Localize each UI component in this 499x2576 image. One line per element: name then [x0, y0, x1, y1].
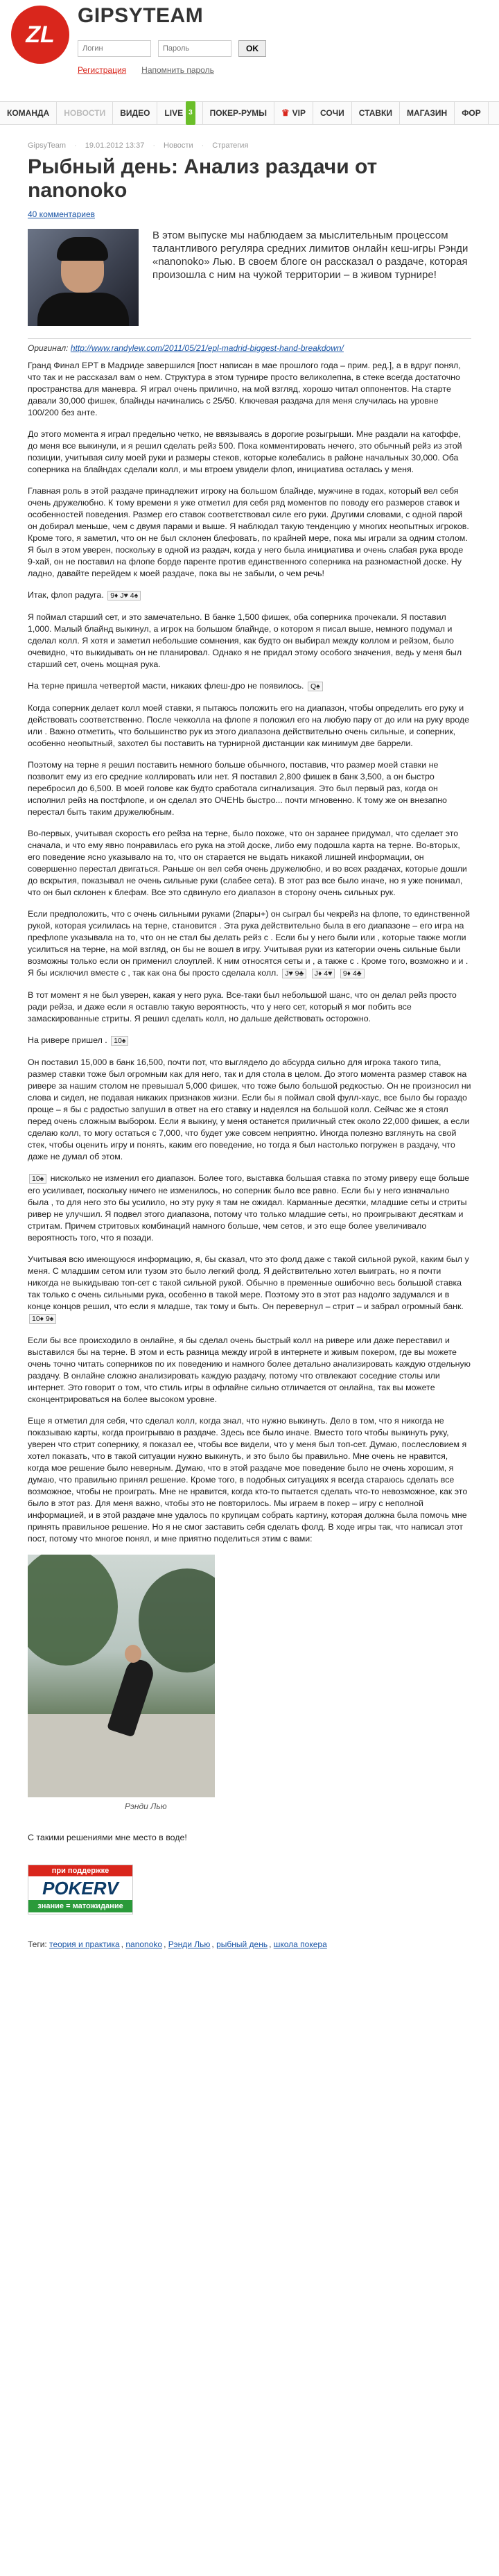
paragraph-text: На ривере пришел . [28, 1035, 107, 1045]
source-line [28, 343, 471, 353]
logo-glyph: ZL [26, 21, 55, 48]
banner-top-text: при поддержке [28, 1865, 132, 1876]
paragraph-text: Если предположить, что с очень сильными руками (2пары+) он сыграл бы чекрейз на флопе, то единственной рукой, которая усилилась на терне, становится . Эта рука действительно была в его диапазоне – его игра на префлопе указывала на то, что он не стал бы делать рейз с . Если бы у него были или , которые также могли усилиться на терне, на мой взгляд, он бы не вошел в игру. Учитывая руки из категории очень сильные были возможны только если он применил слоуплей. К ним относятся сеты и , а также с . Кроме того, возможно и и . Я бы исключил вместе с , так как она бы просто сделала колл. [28, 909, 471, 978]
login-submit-button[interactable]: OK [238, 40, 266, 57]
article-tab[interactable]: Стратегия [212, 141, 249, 150]
meta-separator: · [201, 141, 204, 150]
author-portrait [28, 229, 139, 326]
nav-poker-rooms[interactable]: ПОКЕР-РУМЫ [203, 102, 274, 124]
photo-tree [139, 1568, 215, 1672]
nav-forum[interactable]: ФОР [455, 102, 489, 124]
paragraph: Если бы все происходило в онлайне, я бы сделал очень быстрый колл на ривере или даже переставил и выставился бы на терне. В этом и есть разница между игрой в интернете и живым покером, где вы можете очень точно читать соперников по их поведению и намного более детально анализировать каждую отдельную раздачу. В онлайне сложно анализировать каждую раздачу, потому что отвлекают соседние столы или интернет. Это говорит о том, что стиль игры в офлайне сильно отличается от онлайна, так вы можете сконцентрироваться на более высоком уровне. [28, 1335, 471, 1404]
tag-link[interactable]: nanonoko [125, 1939, 163, 1949]
photo-person-head [125, 1645, 141, 1663]
nav-vip[interactable] [274, 102, 313, 124]
divider [28, 338, 471, 339]
paragraph [28, 589, 471, 602]
article-author[interactable]: GipsyTeam [28, 141, 67, 150]
paragraph-text: Итак, флоп радуга. [28, 590, 104, 600]
site-logo[interactable] [11, 6, 69, 64]
meta-separator: · [74, 141, 77, 150]
nav-vip-label: VIP [292, 108, 306, 118]
card-river: 10♠ [111, 1036, 128, 1046]
tag-link[interactable]: теория и практика [49, 1939, 120, 1949]
article-date: 19.01.2012 13:37 [85, 141, 145, 150]
banner-logo-text: POKERV [42, 1878, 119, 1899]
card-river: 10♠ [29, 1174, 46, 1184]
nav-video[interactable]: ВИДЕО [113, 102, 157, 124]
photo-caption: Рэнди Лью [125, 1801, 167, 1811]
paragraph: Когда соперник делает колл моей ставки, я пытаюсь положить его на диапазон, чтобы определить его руку и действовать соответственно. После чекколла на флопе я положил его на любую пару от до или на руку вроде или . Важно отметить, что большинство рук из этого диапазона действительно очень сильные, и соперник, особенно неопытный, захотел бы поставить на турнирной дистанции как минимум две баррели. [28, 703, 469, 748]
crown-icon: ♛ [281, 107, 290, 118]
paragraph [28, 1173, 471, 1244]
paragraph-text: нисколько не изменил его диапазон. Более того, выставка большая ставка по этому риверу еще больше его усиливает, поскольку ничего не изменилось, но соперник было все равно. Если бы у него изначально была , то для него это бы усилило, но эту руку я там не ожидал. Карманные десятки, младшие сеты и стриты ривер не улучшил. Я подвел этого диапазона, потому что только младшие сеты, но проигрывают десяткам и стритам. Причем стритовых комбинаций намного больше, чем сетов, и это еще более увеличивало вероятность того, что я позади. [28, 1173, 470, 1243]
paragraph: Во-первых, учитывая скорость его рейза на терне, было похоже, что он заранее придумал, что сделает это сначала, и что ему явно понравилась его рука на этой доске, либо ему подошла карта на терне. Во-вторых, его поведение ясно указывало на то, что он старается не выдать никакой лишней информации, он совершенно перестал двигаться. Раньше он вел себя очень дружелюбно, и во всех раздачах, которые дошли до вскрытия, показывал не очень сильные руки (слабее сета). В этот раз все было иначе, но я уже понимал, что он был склонен к блефам. Все это сдвинуло его диапазон в сторону очень сильных рук. [28, 829, 467, 897]
password-input[interactable] [158, 40, 231, 57]
meta-separator: · [152, 141, 156, 150]
source-prefix: Оригинал: [28, 343, 69, 353]
nav-live-label: LIVE [164, 108, 184, 118]
login-input[interactable] [78, 40, 151, 57]
tags-label: Теги: [28, 1939, 47, 1949]
tags-line: Теги: теория и практика , nanonoko , Рэнди Лью , рыбный день , школа покера [28, 1939, 327, 1949]
article-section[interactable]: Новости [164, 141, 193, 150]
nav-shop[interactable]: МАГАЗИН [400, 102, 455, 124]
banner-bottom-text: знание = матожидание [28, 1900, 132, 1912]
paragraph: Еще я отметил для себя, что сделал колл, когда знал, что нужно выкинуть. Дело в том, что я никогда не показываю карты, когда проигрываю в раздаче. Здесь все было иначе. Вместо того чтобы выкинуть руку, уверен что стрит сопернику, я показал ее, чтобы все видели, что у меня был топ-сет. Думаю, послесловием я хотел показать, что в такой ситуации нужно выкинуть, и это было бы правильно. Мне очень не нравится, когда мое решение было неверным. Думаю, что в этой раздаче мое поведение было не очень хорошим, я думаю, что правильно принял решение. Кроме того, в подобных ситуациях я всегда стараюсь сделать все возможное, чтобы не проиграть. Мне не нравится, когда кто-то пытается сделать что-то невозможное, как это было в этот раз. Для меня важно, чтобы это не повторилось. Мы играем в покер – игру с неполной информацией, и в этой раздаче мне удалось по крупицам собрать картину, которая должна была помочь мне принять правильное решение. Но я не смог заставить себя сделать фолд. В ходе игры так, что написал этот пост, потому что многое понял, и мне приятно поделиться этим с вами: [28, 1416, 468, 1544]
comments-link[interactable]: 40 комментариев [28, 209, 96, 219]
paragraph [28, 908, 471, 980]
tag-link[interactable]: Рэнди Лью [168, 1939, 211, 1949]
paragraph-text: На терне пришла четвертой масти, никаких флеш-дро не появилось. [28, 681, 304, 691]
card-range: 9♦ 4♣ [340, 969, 365, 978]
article-title: Рыбный день: Анализ раздачи от nanonoko [28, 155, 378, 202]
nav-sochi[interactable]: СОЧИ [313, 102, 352, 124]
site-header [0, 0, 499, 118]
register-link[interactable]: Регистрация [78, 65, 127, 75]
paragraph [28, 1035, 471, 1047]
card-range: J♦ 4♥ [312, 969, 335, 978]
paragraph: Гранд Финал EPT в Мадриде завершился [пост написан в мае прошлого года – прим. ред.], а в вдруг понял, что так и не рассказал вам о нем. Структура в этом турнире просто великолепна, в стеке всегда достаточно пространства для маневра. Я играл очень прилично, на мой взгляд, хорошо читал оппонентов. На старте давали 30,000 фишек, блайнды начинались с 25/50. Ключевая раздача для меня случилась на уровне 100/200 без анте. [28, 361, 461, 417]
paragraph: Я поймал старший сет, и это замечательно. В банке 1,500 фишек, оба соперника прочекали. Я поставил 1,000. Малый блайнд выкинул, а игрок на большом блайнде, о котором я писал выше, немного подумал и сделал колл. Я хотя и заметил небольшие сомнения, как будто он выбирал между коллом и рейзом, было очевидно, что выкидывать он не планировал. Однако я не придал этому особого значения, ведь у меня был старший сет, очень мощная рука. [28, 612, 462, 669]
paragraph: Он поставил 15,000 в банк 16,500, почти пот, что выглядело до абсурда сильно для игрока такого типа, размер ставки тоже был огромным как для него, так и для стола в целом. До этого момента размер ставок на ривере за нашим столом не превышал 5,000 фишек, что тоже было большой редкостью. Он не произносил ни слова и сидел, не подавая никаких признаков жизни. Если бы я поймал свой фулл-хаус, все было бы гораздо проще – я бы с радостью запушил в ответ на его ставку и надеялся на большой колл. Сейчас же я стоял перед очень сложным выбором. Если я выкину, у меня останется приличный стек около 22,000 фишек, а если сделаю колл, то могу остаться с 7,000, что будет уже совсем неприятно. Иногда полезно взглянуть на свой стек, чтобы оценить игру и понять, каким его поведение, но тогда я был настолько погружен в раздачу, что даже не думал об этом. [28, 1057, 471, 1161]
nav-team[interactable]: КОМАНДА [0, 102, 57, 124]
card-turn: Q♠ [308, 682, 323, 691]
paragraph: Главная роль в этой раздаче принадлежит игроку на большом блайнде, мужчине в годах, который вел себя очень дружелюбно. К тому времени я уже отметил для себя ряд моментов по поводу его размеров ставок и особенностей поведения. Размер его ставок соответствовал силе его руки. Другими словами, с одной парой он добирал меньше, чем с двумя парами и выше. Я наблюдал такую тенденцию у многих неопытных игроков. Кроме того, я заметил, что он не был склонен блефовать, по крайней мере, пока мы играли за одним столом. Я был в этом уверен, поскольку в одной из раздач, когда у него была инициатива и очень слабая рука вроде 9-хай, он не поставил на флопе борде паренте против единственного соперника на разномастной доске. Ну ладно, давайте перейдем к моей раздаче, пока вы не забыли, о чем речь! [28, 486, 469, 578]
paragraph: В тот момент я не был уверен, какая у него рука. Все-таки был небольшой шанс, что он делал рейз просто ради рейза, и даже если я оставлю такую вероятность, что у него сет, который я мог побить все замаскированные стриты. Я решил сделать колл, но дальше действовать осторожно. [28, 990, 457, 1023]
brand-name[interactable]: GIPSYTEAM [78, 4, 204, 27]
nav-news[interactable]: НОВОСТИ [57, 102, 113, 124]
source-link[interactable]: http://www.randylew.com/2011/05/21/epl-madrid-biggest-hand-breakdown/ [70, 343, 344, 353]
tag-link[interactable]: рыбный день [216, 1939, 268, 1949]
tag-link[interactable]: школа покера [273, 1939, 327, 1949]
nav-bets[interactable]: СТАВКИ [352, 102, 400, 124]
paragraph [28, 680, 471, 693]
article-lead [28, 229, 471, 326]
remind-password-link[interactable]: Напомнить пароль [141, 65, 214, 75]
card-opponent-hand: 10♦ 9♠ [29, 1314, 56, 1324]
login-form [78, 40, 266, 57]
main-nav [0, 101, 499, 125]
portrait-hair [57, 237, 108, 261]
card-range: J♥ 9♣ [282, 969, 306, 978]
paragraph: Поэтому на терне я решил поставить немного больше обычного, поставив, что размер моей ставки не позволит ему из его средние коллировать или нет. Я поставил 2,800 фишек в банк 3,500, а он быстро перебросил до 6,500. В моей голове как будто сработала сигнализация. Это был первый раз, когда он исполнил рейз на постфлопе, и он сделал это ОЧЕНЬ быстро... почти мгновенно. К тому же он внезапно перестал быть таким дружелюбным. [28, 760, 447, 817]
paragraph-text: Учитывая всю имеющуюся информацию, я, бы сказал, что это фолд даже с такой сильной рукой, каким был у меня. С младшим сетом или тузом это было легкий фолд. Я действительно хотел выиграть, но я почти никогда не выкидываю топ-сет с такой сильной рукой. Обычно в пременные ошибочно весь большой ставка так только с очень сильными рука, особенно в такой мере. Поэтому это в этот раз надолго задумался и в конце концов решил, что если я младше, так тому и быть. Он перевернул – стрит – и забрал огромный банк. [28, 1254, 469, 1311]
paragraph [28, 1254, 471, 1325]
article-meta [28, 141, 471, 150]
player-photo [28, 1555, 215, 1797]
live-count-badge: 3 [186, 101, 195, 125]
auth-links [78, 65, 214, 75]
portrait-body [37, 293, 129, 326]
article [28, 141, 471, 1949]
photo-tree [28, 1555, 118, 1666]
sponsor-banner[interactable] [28, 1865, 133, 1914]
card-flop: 9♦ J♥ 4♠ [107, 591, 141, 600]
paragraph: До этого момента я играл предельно четко, не ввязываясь в дорогие розыгрыши. Мне раздали на катоффе, до меня все выкинули, и я решил сделать рейз 500. Пока комментировать нечего, это обычный рейз из этой позиции, учитывая силу моей руки и размеры стеков, которые колебались в районе начальных 30,000. Оба соперника на блайндах сделали колл, и мы втроем увидели флоп, инициатива осталась у меня. [28, 429, 462, 474]
lead-text: В этом выпуске мы наблюдаем за мыслительным процессом талантливого регуляра средних лимитов онлайн кеш-игры Рэнди «nanonoko» Лью. В своем блоге он рассказал о раздаче, которая произошла с ним на чужой территории – в живом турнире! [152, 230, 469, 281]
nav-live[interactable] [157, 101, 202, 125]
closing-line: С такими решениями мне место в воде! [28, 1833, 187, 1842]
